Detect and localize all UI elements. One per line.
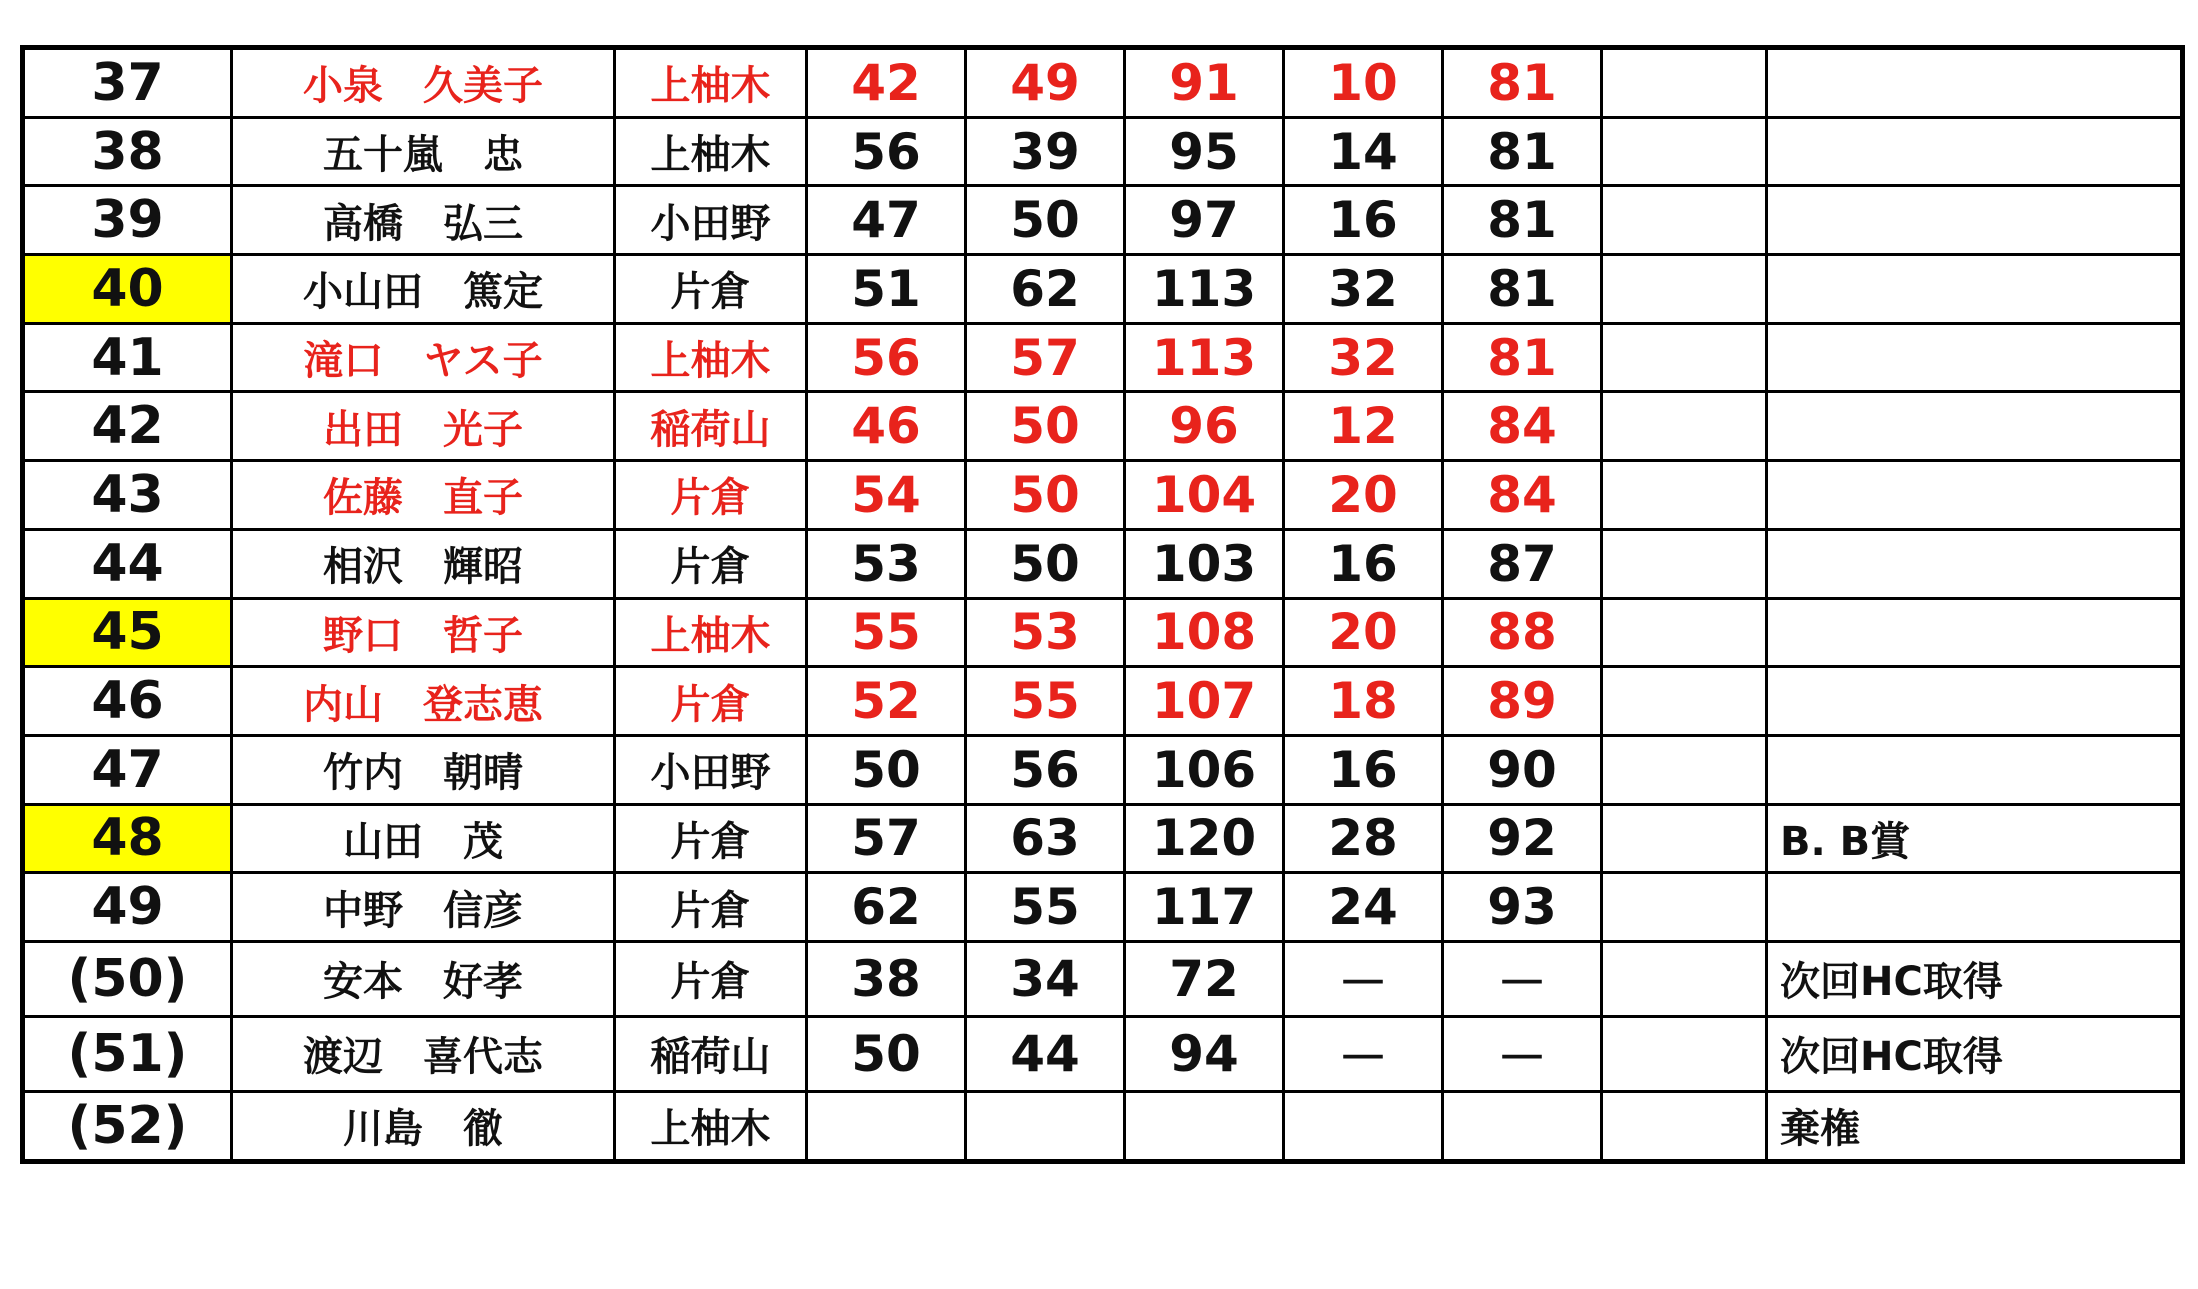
- net-score-cell: －: [1443, 1016, 1602, 1091]
- in-score-cell: 53: [966, 598, 1125, 667]
- name-cell: 渡辺 喜代志: [232, 1016, 615, 1091]
- rank-cell: (52): [23, 1091, 232, 1161]
- out-score-cell: 52: [807, 667, 966, 736]
- in-score-cell: 50: [966, 392, 1125, 461]
- table-row: [23, 392, 2183, 461]
- table-row: [23, 598, 2183, 667]
- extra-cell: [1602, 667, 1767, 736]
- gross-score-cell: 117: [1125, 873, 1284, 942]
- name-cell: 内山 登志恵: [232, 667, 615, 736]
- gross-score-cell: 108: [1125, 598, 1284, 667]
- club-cell: 稲荷山: [615, 1016, 807, 1091]
- name-cell: 相沢 輝昭: [232, 529, 615, 598]
- in-score-cell: [966, 1091, 1125, 1161]
- net-score-cell: 81: [1443, 48, 1602, 118]
- extra-cell: [1602, 804, 1767, 873]
- rank-cell: 43: [23, 461, 232, 530]
- out-score-cell: 55: [807, 598, 966, 667]
- gross-score-cell: 120: [1125, 804, 1284, 873]
- extra-cell: [1602, 323, 1767, 392]
- extra-cell: [1602, 48, 1767, 118]
- table-row: [23, 323, 2183, 392]
- handicap-cell: 32: [1284, 323, 1443, 392]
- in-score-cell: 56: [966, 735, 1125, 804]
- gross-score-cell: 103: [1125, 529, 1284, 598]
- club-cell: 上柚木: [615, 598, 807, 667]
- name-cell: 山田 茂: [232, 804, 615, 873]
- rank-cell: 45: [23, 598, 232, 667]
- in-score-cell: 34: [966, 941, 1125, 1016]
- in-score-cell: 39: [966, 117, 1125, 186]
- in-score-cell: 57: [966, 323, 1125, 392]
- note-cell: [1767, 598, 2183, 667]
- out-score-cell: 57: [807, 804, 966, 873]
- gross-score-cell: 95: [1125, 117, 1284, 186]
- out-score-cell: 50: [807, 735, 966, 804]
- handicap-cell: 18: [1284, 667, 1443, 736]
- out-score-cell: 62: [807, 873, 966, 942]
- club-cell: 片倉: [615, 529, 807, 598]
- in-score-cell: 49: [966, 48, 1125, 118]
- note-cell: 次回HC取得: [1767, 1016, 2183, 1091]
- name-cell: 出田 光子: [232, 392, 615, 461]
- out-score-cell: 46: [807, 392, 966, 461]
- club-cell: 片倉: [615, 873, 807, 942]
- club-cell: 片倉: [615, 941, 807, 1016]
- net-score-cell: －: [1443, 941, 1602, 1016]
- gross-score-cell: 113: [1125, 323, 1284, 392]
- club-cell: 上柚木: [615, 48, 807, 118]
- club-cell: 小田野: [615, 186, 807, 255]
- rank-cell: 49: [23, 873, 232, 942]
- table-row: [23, 48, 2183, 118]
- table-row: [23, 735, 2183, 804]
- rank-cell: 48: [23, 804, 232, 873]
- gross-score-cell: 107: [1125, 667, 1284, 736]
- results-table: [20, 45, 2185, 1164]
- note-cell: [1767, 117, 2183, 186]
- in-score-cell: 50: [966, 461, 1125, 530]
- out-score-cell: 56: [807, 323, 966, 392]
- name-cell: 野口 哲子: [232, 598, 615, 667]
- net-score-cell: 89: [1443, 667, 1602, 736]
- club-cell: 上柚木: [615, 1091, 807, 1161]
- gross-score-cell: 113: [1125, 255, 1284, 324]
- gross-score-cell: 91: [1125, 48, 1284, 118]
- out-score-cell: 42: [807, 48, 966, 118]
- extra-cell: [1602, 1016, 1767, 1091]
- in-score-cell: 63: [966, 804, 1125, 873]
- name-cell: 佐藤 直子: [232, 461, 615, 530]
- extra-cell: [1602, 186, 1767, 255]
- extra-cell: [1602, 392, 1767, 461]
- note-cell: [1767, 529, 2183, 598]
- name-cell: 川島 徹: [232, 1091, 615, 1161]
- name-cell: 高橋 弘三: [232, 186, 615, 255]
- rank-cell: 46: [23, 667, 232, 736]
- extra-cell: [1602, 873, 1767, 942]
- out-score-cell: 51: [807, 255, 966, 324]
- out-score-cell: 54: [807, 461, 966, 530]
- in-score-cell: 44: [966, 1016, 1125, 1091]
- out-score-cell: 53: [807, 529, 966, 598]
- note-cell: [1767, 873, 2183, 942]
- handicap-cell: 20: [1284, 598, 1443, 667]
- handicap-cell: 20: [1284, 461, 1443, 530]
- extra-cell: [1602, 255, 1767, 324]
- gross-score-cell: 97: [1125, 186, 1284, 255]
- handicap-cell: 24: [1284, 873, 1443, 942]
- table-row: [23, 1016, 2183, 1091]
- table-row: [23, 461, 2183, 530]
- club-cell: 片倉: [615, 461, 807, 530]
- net-score-cell: 84: [1443, 392, 1602, 461]
- note-cell: [1767, 255, 2183, 324]
- name-cell: 小泉 久美子: [232, 48, 615, 118]
- handicap-cell: 16: [1284, 186, 1443, 255]
- gross-score-cell: 72: [1125, 941, 1284, 1016]
- club-cell: 上柚木: [615, 117, 807, 186]
- extra-cell: [1602, 1091, 1767, 1161]
- note-cell: [1767, 735, 2183, 804]
- net-score-cell: 92: [1443, 804, 1602, 873]
- club-cell: 上柚木: [615, 323, 807, 392]
- handicap-cell: [1284, 1091, 1443, 1161]
- note-cell: [1767, 667, 2183, 736]
- note-cell: [1767, 461, 2183, 530]
- handicap-cell: －: [1284, 1016, 1443, 1091]
- name-cell: 中野 信彦: [232, 873, 615, 942]
- rank-cell: 42: [23, 392, 232, 461]
- net-score-cell: 84: [1443, 461, 1602, 530]
- out-score-cell: 56: [807, 117, 966, 186]
- note-cell: B. B賞: [1767, 804, 2183, 873]
- out-score-cell: 38: [807, 941, 966, 1016]
- table-row: [23, 117, 2183, 186]
- name-cell: 安本 好孝: [232, 941, 615, 1016]
- table-row: [23, 941, 2183, 1016]
- note-cell: [1767, 186, 2183, 255]
- name-cell: 滝口 ヤス子: [232, 323, 615, 392]
- table-row: [23, 255, 2183, 324]
- club-cell: 片倉: [615, 667, 807, 736]
- table-row: [23, 804, 2183, 873]
- handicap-cell: 32: [1284, 255, 1443, 324]
- handicap-cell: 14: [1284, 117, 1443, 186]
- table-row: [23, 186, 2183, 255]
- net-score-cell: 81: [1443, 323, 1602, 392]
- rank-cell: 39: [23, 186, 232, 255]
- in-score-cell: 55: [966, 873, 1125, 942]
- rank-cell: 47: [23, 735, 232, 804]
- handicap-cell: 16: [1284, 735, 1443, 804]
- handicap-cell: 10: [1284, 48, 1443, 118]
- note-cell: 次回HC取得: [1767, 941, 2183, 1016]
- handicap-cell: 12: [1284, 392, 1443, 461]
- gross-score-cell: [1125, 1091, 1284, 1161]
- table-row: [23, 1091, 2183, 1161]
- out-score-cell: 47: [807, 186, 966, 255]
- extra-cell: [1602, 529, 1767, 598]
- gross-score-cell: 94: [1125, 1016, 1284, 1091]
- name-cell: 小山田 篤定: [232, 255, 615, 324]
- note-cell: [1767, 392, 2183, 461]
- extra-cell: [1602, 598, 1767, 667]
- club-cell: 片倉: [615, 804, 807, 873]
- rank-cell: (51): [23, 1016, 232, 1091]
- net-score-cell: 90: [1443, 735, 1602, 804]
- extra-cell: [1602, 461, 1767, 530]
- club-cell: 稲荷山: [615, 392, 807, 461]
- in-score-cell: 50: [966, 186, 1125, 255]
- rank-cell: 37: [23, 48, 232, 118]
- note-cell: [1767, 48, 2183, 118]
- gross-score-cell: 96: [1125, 392, 1284, 461]
- handicap-cell: －: [1284, 941, 1443, 1016]
- handicap-cell: 28: [1284, 804, 1443, 873]
- name-cell: 竹内 朝晴: [232, 735, 615, 804]
- extra-cell: [1602, 117, 1767, 186]
- net-score-cell: [1443, 1091, 1602, 1161]
- table-row: [23, 873, 2183, 942]
- rank-cell: (50): [23, 941, 232, 1016]
- in-score-cell: 55: [966, 667, 1125, 736]
- name-cell: 五十嵐 忠: [232, 117, 615, 186]
- out-score-cell: 50: [807, 1016, 966, 1091]
- rank-cell: 41: [23, 323, 232, 392]
- gross-score-cell: 104: [1125, 461, 1284, 530]
- net-score-cell: 88: [1443, 598, 1602, 667]
- table-row: [23, 529, 2183, 598]
- extra-cell: [1602, 941, 1767, 1016]
- rank-cell: 38: [23, 117, 232, 186]
- club-cell: 小田野: [615, 735, 807, 804]
- in-score-cell: 62: [966, 255, 1125, 324]
- extra-cell: [1602, 735, 1767, 804]
- net-score-cell: 81: [1443, 255, 1602, 324]
- club-cell: 片倉: [615, 255, 807, 324]
- table-row: [23, 667, 2183, 736]
- rank-cell: 40: [23, 255, 232, 324]
- net-score-cell: 87: [1443, 529, 1602, 598]
- note-cell: [1767, 323, 2183, 392]
- net-score-cell: 81: [1443, 117, 1602, 186]
- rank-cell: 44: [23, 529, 232, 598]
- net-score-cell: 93: [1443, 873, 1602, 942]
- net-score-cell: 81: [1443, 186, 1602, 255]
- handicap-cell: 16: [1284, 529, 1443, 598]
- in-score-cell: 50: [966, 529, 1125, 598]
- out-score-cell: [807, 1091, 966, 1161]
- note-cell: 棄権: [1767, 1091, 2183, 1161]
- gross-score-cell: 106: [1125, 735, 1284, 804]
